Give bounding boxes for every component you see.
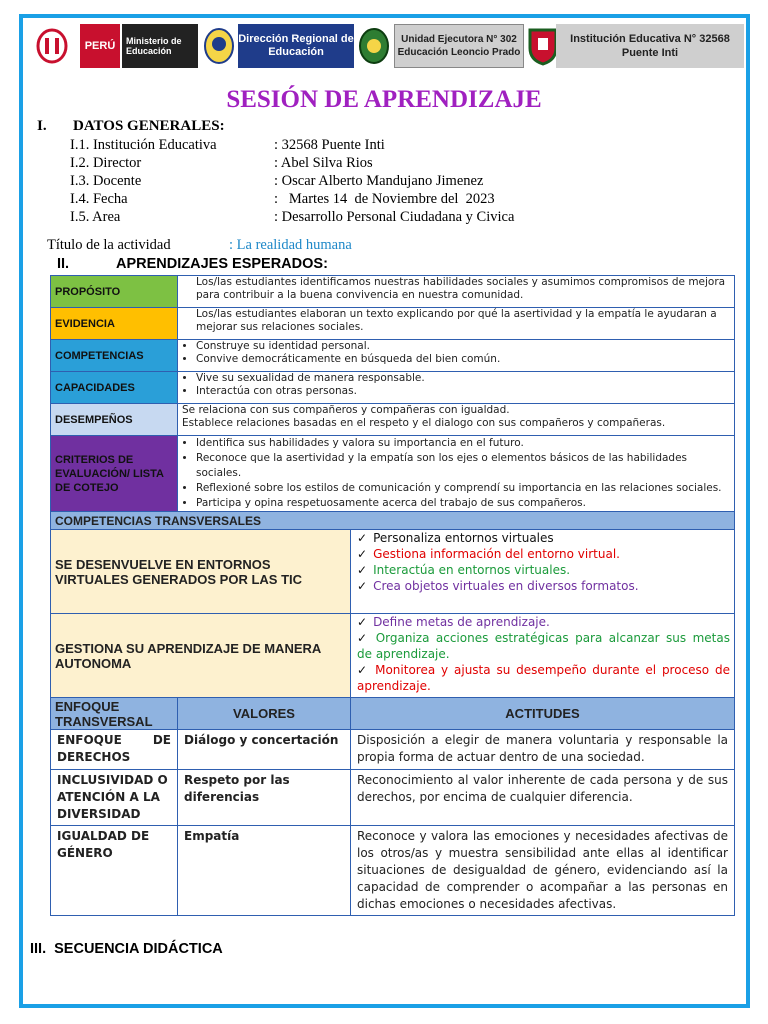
evidencia-text: Los/las estudiantes elaboran un texto explicando por qué la asertividad y la empatía le ayudaran a mejorar sus relaciones sociales.: [178, 308, 735, 340]
enfoque-cell: ENFOQUE DE DERECHOS: [51, 730, 178, 770]
table-row: [51, 372, 735, 404]
criterios-label: CRITERIOS DE EVALUACIÓN/ LISTA DE COTEJO: [51, 436, 178, 512]
header-logos: [0, 0, 768, 75]
valor-cell: Diálogo y concertación: [178, 730, 351, 770]
list-item: ✓ Personaliza entornos virtuales: [357, 530, 730, 546]
table-row: [51, 614, 735, 698]
peru-logo: PERÚ: [80, 24, 120, 68]
list-item: • Vive su sexualidad de manera responsable.: [196, 372, 730, 385]
valores-header: VALORES: [178, 698, 351, 730]
list-item: ✓ Define metas de aprendizaje.: [357, 614, 730, 630]
list-item: • Reflexioné sobre los estilos de comunicación y comprendí su importancia en las relaciones sociales.: [196, 481, 730, 496]
table-row: [51, 404, 735, 436]
transversales-header: COMPETENCIAS TRANSVERSALES: [51, 512, 735, 530]
autonoma-competencia: GESTIONA SU APRENDIZAJE DE MANERA AUTONOMA: [51, 614, 351, 698]
valor-cell: Empatía: [178, 826, 351, 916]
activity-title-row: [47, 237, 352, 254]
enfoque-cell: INCLUSIVIDAD O ATENCIÓN A LA DIVERSIDAD: [51, 770, 178, 826]
datos-value: : Desarrollo Personal Ciudadana y Civica: [274, 209, 515, 225]
datos-row: [70, 208, 514, 226]
evidencia-label: EVIDENCIA: [51, 308, 178, 340]
table-row: [51, 770, 735, 826]
section-2-number: II.: [57, 256, 70, 272]
datos-value: : Abel Silva Rios: [274, 155, 373, 171]
section-2-heading: [57, 256, 328, 272]
dre-emblem-icon: [203, 26, 235, 66]
datos-row: [70, 136, 514, 154]
section-1-number: I.: [37, 118, 47, 134]
list-item: ✓ Organiza acciones estratégicas para alcanzar sus metas de aprendizaje.: [357, 630, 730, 662]
section-3-label: SECUENCIA DIDÁCTICA: [54, 941, 223, 957]
school-line1: Institución Educativa N° 32568: [570, 33, 730, 45]
autonoma-capacidades: [351, 614, 735, 698]
ugel-emblem-icon: [358, 26, 390, 66]
criterios-list: [178, 436, 735, 512]
enfoque-cell: IGUALDAD DE GÉNERO: [51, 826, 178, 916]
table-row: [51, 698, 735, 730]
table-row: [51, 730, 735, 770]
competencias-list: [178, 340, 735, 372]
list-item: • Convive democráticamente en búsqueda del bien común.: [196, 353, 730, 366]
actitudes-header: ACTITUDES: [351, 698, 735, 730]
datos-label: I.3. Docente: [70, 173, 142, 189]
actitud-cell: Disposición a elegir de manera voluntaria y responsable la propia forma de actuar dentro de una sociedad.: [351, 730, 735, 770]
activity-label: Título de la actividad: [47, 237, 171, 253]
ugel-logo: [394, 24, 524, 68]
list-item: • Identifica sus habilidades y valora su importancia en el futuro.: [196, 436, 730, 451]
datos-row: [70, 190, 514, 208]
national-seal-icon: [36, 26, 68, 66]
table-row: [51, 276, 735, 308]
section-1-heading: [37, 118, 225, 135]
actitud-cell: Reconoce y valora las emociones y necesidades afectivas de los otros/as y muestra sensibilidad ante ellas al identificar situaciones de desigualdad de género, evidenciando así la capacidad de comprender o acompañar a las personas en dichas emociones o necesidades afectivas.: [351, 826, 735, 916]
ugel-line2: Educación Leoncio Prado: [397, 47, 521, 58]
enfoque-header: ENFOQUE TRANSVERSAL: [51, 698, 178, 730]
list-item: ✓ Interactúa en entornos virtuales.: [357, 562, 730, 578]
school-logo: [556, 24, 744, 68]
datos-value: : Martes 14 de Noviembre del 2023: [274, 191, 495, 207]
section-1-label: DATOS GENERALES:: [73, 118, 225, 134]
proposito-label: PROPÓSITO: [51, 276, 178, 308]
section-3-number: III.: [30, 941, 47, 957]
list-item: • Interactúa con otras personas.: [196, 385, 730, 398]
section-2-label: APRENDIZAJES ESPERADOS:: [116, 256, 328, 272]
table-row: [51, 340, 735, 372]
tic-capacidades: [351, 530, 735, 614]
datos-row: [70, 172, 514, 190]
section-3-heading: [30, 941, 223, 957]
tic-competencia: SE DESENVUELVE EN ENTORNOS VIRTUALES GENERADOS POR LAS TIC: [51, 530, 351, 614]
actitud-cell: Reconocimiento al valor inherente de cada persona y de sus derechos, por encima de cualquier diferencia.: [351, 770, 735, 826]
list-item: ✓ Monitorea y ajusta su desempeño durante el proceso de aprendizaje.: [357, 662, 730, 694]
datos-value: : 32568 Puente Inti: [274, 137, 385, 153]
desempenos-label: DESEMPEÑOS: [51, 404, 178, 436]
datos-label: I.1. Institución Educativa: [70, 137, 217, 153]
datos-generales-list: [70, 136, 514, 226]
list-item: ✓ Crea objetos virtuales en diversos formatos.: [357, 578, 730, 594]
list-item: • Construye su identidad personal.: [196, 340, 730, 353]
capacidades-label: CAPACIDADES: [51, 372, 178, 404]
datos-label: I.4. Fecha: [70, 191, 128, 207]
desempeno-line: Se relaciona con sus compañeros y compañeras con igualdad.: [182, 404, 510, 416]
competencias-label: COMPETENCIAS: [51, 340, 178, 372]
table-row: [51, 530, 735, 614]
datos-label: I.2. Director: [70, 155, 142, 171]
activity-value: : La realidad humana: [229, 237, 352, 253]
page-title: SESIÓN DE APRENDIZAJE: [226, 86, 542, 113]
table-row: [51, 308, 735, 340]
aprendizajes-table: [50, 275, 735, 916]
ugel-line1: Unidad Ejecutora N° 302: [401, 34, 517, 45]
list-item: • Participa y opina respetuosamente acerca del trabajo de sus compañeros.: [196, 496, 730, 511]
datos-row: [70, 154, 514, 172]
list-item: • Reconoce que la asertividad y la empatía son los ejes o elementos básicos de las habilidades sociales.: [196, 451, 730, 481]
capacidades-list: [178, 372, 735, 404]
desempeno-line: Establece relaciones basadas en el respeto y el dialogo con sus compañeros y compañeras.: [182, 417, 666, 429]
school-shield-icon: [527, 26, 559, 66]
desempenos-text: [178, 404, 735, 436]
table-row: [51, 826, 735, 916]
ministerio-logo: Ministerio de Educación: [122, 24, 198, 68]
valor-cell: Respeto por las diferencias: [178, 770, 351, 826]
table-row: [51, 512, 735, 530]
table-row: [51, 436, 735, 512]
proposito-text: Los/las estudiantes identificamos nuestras habilidades sociales y asumimos compromisos de mejora para contribuir a la buena convivencia en nuestra comunidad.: [178, 276, 735, 308]
school-line2: Puente Inti: [621, 47, 679, 59]
datos-value: : Oscar Alberto Mandujano Jimenez: [274, 173, 484, 189]
list-item: ✓ Gestiona información del entorno virtual.: [357, 546, 730, 562]
dre-logo: Dirección Regional de Educación: [238, 24, 354, 68]
datos-label: I.5. Area: [70, 209, 121, 225]
